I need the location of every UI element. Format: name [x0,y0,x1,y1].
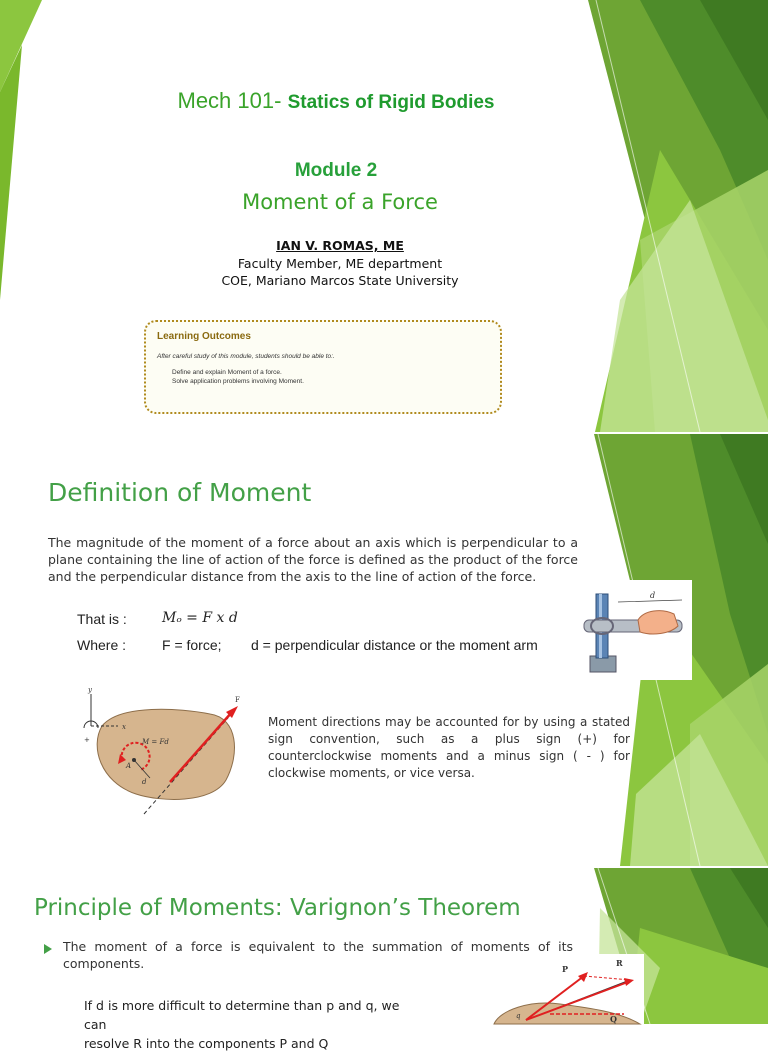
slide-definition [0,434,768,866]
where-label: Where : [77,637,127,653]
axis-x-label: x [122,723,126,731]
learning-outcomes-box [144,320,502,414]
point-a-label: A [126,762,132,770]
bullet-text: The moment of a force is equivalent to the summation of moments of its components. [63,939,573,971]
definition-paragraph: The magnitude of the moment of a force about an axis which is perpendicular to a plane containing the line of action of the force is defined as the product of the force and the perpendicular distance from the axis to the line of action of the force. [48,535,578,584]
course-title [0,88,672,114]
varignon-text [84,996,424,1053]
slide-title: Definition of Moment [48,478,312,507]
affiliation-dept: Faculty Member, ME department [237,256,443,271]
learning-outcome-item: Define and explain Moment of a force. [172,369,282,376]
slide-title: Principle of Moments: Varignon’s Theorem [34,895,521,921]
module-label: Module 2 [294,160,378,181]
author-name: IAN V. ROMAS, ME [276,238,404,253]
distance-q-label: q [516,1012,521,1020]
varignon-text-line2: resolve R into the components P and Q [84,1036,329,1051]
distance-label: d [142,778,147,786]
moment-diagram [80,684,260,814]
course-prefix: Mech 101- [177,88,288,113]
varignon-text-line1: If d is more difficult to determine than p and q, we can [84,998,400,1032]
learning-outcomes-intro: After careful study of this module, students should be able to:. [157,353,335,360]
learning-outcome-item: Solve application problems involving Moment. [172,378,304,385]
component-q-label: Q [610,1014,617,1024]
slide-varignon [0,868,768,1051]
axis-y-label: y [88,686,92,694]
wrench-d-label: d [650,591,656,600]
resultant-label: R [616,958,623,968]
force-label: F [235,696,240,704]
left-accent-shape [0,0,42,92]
where-distance: d = perpendicular distance or the moment arm [251,637,538,653]
varignon-diagram [490,954,644,1024]
topic-title: Moment of a Force [242,190,438,214]
that-is-label: That is : [77,611,127,627]
bullet-arrow-icon [44,944,52,954]
wrench-illustration [578,580,692,680]
sign-convention-note: Moment directions may be accounted for by using a stated sign convention, such as a plus sign (+) for counterclockwise moments and a minus sign ( - ) for clockwise moments, or vice versa. [268,715,630,780]
moment-formula: Mₒ = F x d [162,610,238,626]
plus-sign-label: + [84,736,90,744]
slide-title [0,0,768,432]
where-force: F = force; [162,637,222,653]
moment-label: M = Fd [142,738,169,746]
affiliation-university: COE, Mariano Marcos State University [221,273,459,288]
course-name: Statics of Rigid Bodies [287,92,495,113]
learning-outcomes-title: Learning Outcomes [157,331,251,342]
component-p-label: P [562,964,569,974]
